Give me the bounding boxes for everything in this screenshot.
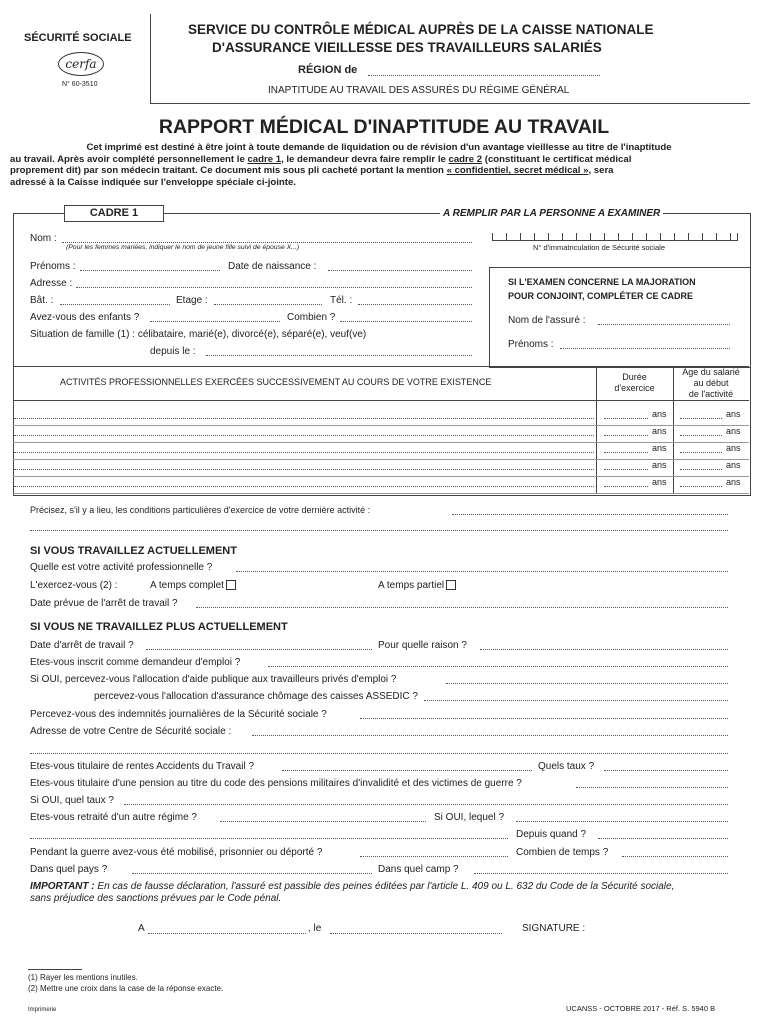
- nom-note: (Pour les femmes mariées, indiquer le nom de jeune fille suivi de épouse X...): [66, 244, 300, 251]
- age-unit: ans: [726, 443, 741, 453]
- pension-label: Etes-vous titulaire d'une pension au titre du code des pensions militaires d'invalidité et des victimes de guerre ?: [30, 778, 522, 789]
- nom-assure-field[interactable]: [598, 324, 730, 325]
- rentes-label: Etes-vous titulaire de rentes Accidents du Travail ?: [30, 761, 255, 772]
- service-line1: SERVICE DU CONTRÔLE MÉDICAL AUPRÈS DE LA CAISSE NATIONALE: [188, 22, 654, 37]
- nom-field[interactable]: [62, 242, 472, 243]
- assedic-label: percevez-vous l'allocation d'assurance chômage des caisses ASSEDIC ?: [94, 691, 418, 702]
- arret-prevu-field[interactable]: [196, 607, 728, 608]
- age-unit: ans: [726, 426, 741, 436]
- footnote-1: (1) Rayer les mentions inutiles.: [28, 973, 138, 982]
- prenoms-label: Prénoms :: [30, 261, 76, 272]
- activity-field[interactable]: [14, 469, 594, 470]
- activities-header-rule: [13, 400, 749, 401]
- depuis-field[interactable]: [206, 355, 472, 356]
- prenoms-assure-field[interactable]: [560, 348, 730, 349]
- org-name: SÉCURITÉ SOCIALE: [24, 32, 132, 44]
- quel-taux-label: Si OUI, quel taux ?: [30, 795, 114, 806]
- aide-label: Si OUI, percevez-vous l'allocation d'aide publique aux travailleurs privés d'emploi ?: [30, 674, 397, 685]
- nom-label: Nom :: [30, 233, 57, 244]
- immatriculation-field[interactable]: [492, 230, 738, 241]
- age-unit: ans: [726, 477, 741, 487]
- combien-temps-label: Combien de temps ?: [516, 847, 609, 858]
- enfants-field[interactable]: [150, 321, 280, 322]
- age-header-l2: au début: [693, 378, 729, 388]
- tel-field[interactable]: [358, 304, 472, 305]
- camp-label: Dans quel camp ?: [378, 864, 459, 875]
- naissance-label: Date de naissance :: [228, 261, 317, 272]
- nom-assure-label: Nom de l'assuré :: [508, 315, 586, 326]
- enfants-label: Avez-vous des enfants ?: [30, 312, 140, 323]
- duree-header-l1: Durée: [622, 372, 647, 382]
- quels-taux-label: Quels taux ?: [538, 761, 595, 772]
- age-unit: ans: [726, 409, 741, 419]
- immatriculation-label: N° d'immatriculation de Sécurité sociale: [533, 243, 665, 252]
- guerre-field[interactable]: [360, 856, 508, 857]
- aide-field[interactable]: [446, 683, 728, 684]
- age-header-l3: de l'activité: [688, 389, 734, 399]
- majoration-line2: POUR CONJOINT, COMPLÉTER CE CADRE: [508, 291, 694, 301]
- situation-label: Situation de famille (1) : célibataire, marié(e), divorcé(e), séparé(e), veuf(ve): [30, 329, 367, 340]
- header-subtitle: INAPTITUDE AU TRAVAIL DES ASSURÉS DU RÉGIME GÉNÉRAL: [268, 85, 570, 96]
- working-heading: SI VOUS TRAVAILLEZ ACTUELLEMENT: [30, 545, 237, 557]
- tel-label: Tél. :: [330, 295, 353, 306]
- service-line2: D'ASSURANCE VIEILLESSE DES TRAVAILLEURS SALARIÉS: [212, 40, 602, 55]
- signature-date-field[interactable]: [330, 933, 502, 934]
- page-title: RAPPORT MÉDICAL D'INAPTITUDE AU TRAVAIL: [158, 116, 610, 138]
- lequel-field-2[interactable]: [30, 838, 508, 839]
- indemnites-label: Percevez-vous des indemnités journalières de la Sécurité sociale ?: [30, 709, 327, 720]
- temps-partiel-checkbox[interactable]: [446, 580, 456, 590]
- footnote-rule: [28, 969, 82, 970]
- age-field[interactable]: [680, 435, 722, 436]
- quels-taux-field[interactable]: [604, 770, 728, 771]
- age-field[interactable]: [680, 418, 722, 419]
- majoration-line1: SI L'EXAMEN CONCERNE LA MAJORATION: [508, 277, 696, 287]
- adresse-label: Adresse :: [30, 278, 73, 289]
- duree-unit: ans: [652, 477, 667, 487]
- duree-field[interactable]: [604, 486, 648, 487]
- centre-field-2[interactable]: [30, 753, 728, 754]
- raison-field[interactable]: [480, 649, 728, 650]
- temps-complet-option[interactable]: A temps complet: [150, 580, 236, 591]
- retraite-field[interactable]: [220, 821, 426, 822]
- duree-unit: ans: [652, 409, 667, 419]
- activite-label: Quelle est votre activité professionnelle ?: [30, 562, 213, 573]
- age-field[interactable]: [680, 486, 722, 487]
- activity-field[interactable]: [14, 418, 594, 419]
- prenoms-assure-label: Prénoms :: [508, 339, 554, 350]
- signature-le-label: , le: [308, 923, 322, 934]
- prenoms-field[interactable]: [80, 270, 220, 271]
- header-divider: [150, 14, 151, 104]
- age-field[interactable]: [680, 452, 722, 453]
- pays-label: Dans quel pays ?: [30, 864, 108, 875]
- arret-prevu-label: Date prévue de l'arrêt de travail ?: [30, 598, 178, 609]
- centre-field[interactable]: [252, 735, 728, 736]
- duree-unit: ans: [652, 460, 667, 470]
- activities-header: ACTIVITÉS PROFESSIONNELLES EXERCÉES SUCCESSIVEMENT AU COURS DE VOTRE EXISTENCE: [60, 377, 492, 387]
- age-field[interactable]: [680, 469, 722, 470]
- activity-row-rule: [13, 476, 749, 477]
- footnote-2: (2) Mettre une croix dans la case de la réponse exacte.: [28, 984, 224, 993]
- activity-field[interactable]: [14, 435, 594, 436]
- precisez-field-2[interactable]: [30, 530, 728, 531]
- inscrit-label: Etes-vous inscrit comme demandeur d'emploi ?: [30, 657, 241, 668]
- combien-field[interactable]: [340, 321, 472, 322]
- activities-top-rule: [13, 366, 749, 367]
- age-header-l1: Age du salarié: [682, 367, 740, 377]
- signature-label: SIGNATURE :: [522, 923, 586, 934]
- combien-temps-field[interactable]: [622, 856, 728, 857]
- camp-field[interactable]: [474, 873, 728, 874]
- centre-label: Adresse de votre Centre de Sécurité sociale :: [30, 726, 232, 737]
- depuis-quand-label: Depuis quand ?: [516, 829, 587, 840]
- assedic-field[interactable]: [424, 700, 728, 701]
- lequel-label: Si OUI, lequel ?: [434, 812, 505, 823]
- etage-field[interactable]: [214, 304, 322, 305]
- important-line2: sans préjudice des sanctions prévues par le Code pénal.: [30, 893, 282, 904]
- quel-taux-field[interactable]: [124, 804, 728, 805]
- adresse-field[interactable]: [76, 287, 472, 288]
- depuis-quand-field[interactable]: [598, 838, 728, 839]
- important-line1: IMPORTANT : En cas de fausse déclaration, l'assuré est passible des peines éditées par l'article L. 409 ou L. 632 du Code de la Sécurité sociale,: [30, 881, 675, 892]
- guerre-label: Pendant la guerre avez-vous été mobilisé, prisonnier ou déporté ?: [30, 847, 323, 858]
- printer-mark: Imprimerie: [28, 1007, 57, 1013]
- region-label: RÉGION de: [298, 64, 358, 76]
- combien-label: Combien ?: [287, 312, 336, 323]
- temps-complet-checkbox[interactable]: [226, 580, 236, 590]
- header-rule: [150, 103, 750, 104]
- date-arret-label: Date d'arrêt de travail ?: [30, 640, 134, 651]
- precisez-field[interactable]: [452, 514, 728, 515]
- pension-field[interactable]: [576, 787, 728, 788]
- activity-row-rule: [13, 442, 749, 443]
- activity-row-rule: [13, 459, 749, 460]
- duree-header-l2: d'exercice: [614, 383, 655, 393]
- duree-field[interactable]: [604, 452, 648, 453]
- naissance-field[interactable]: [328, 270, 472, 271]
- activite-field[interactable]: [236, 571, 728, 572]
- age-unit: ans: [726, 460, 741, 470]
- signature-place-field[interactable]: [148, 933, 306, 934]
- cadre1-label: CADRE 1: [64, 205, 164, 222]
- lequel-field[interactable]: [516, 821, 728, 822]
- duree-unit: ans: [652, 443, 667, 453]
- bat-field[interactable]: [60, 304, 170, 305]
- exercez-label: L'exercez-vous (2) :: [30, 580, 118, 591]
- activity-field[interactable]: [14, 452, 594, 453]
- duree-unit: ans: [652, 426, 667, 436]
- etage-label: Etage :: [176, 295, 208, 306]
- footer-reference: UCANSS - OCTOBRE 2017 - Réf. S. 5940 B: [566, 1004, 716, 1013]
- duree-field[interactable]: [604, 418, 648, 419]
- not-working-heading: SI VOUS NE TRAVAILLEZ PLUS ACTUELLEMENT: [30, 621, 288, 633]
- depuis-label: depuis le :: [150, 346, 196, 357]
- cadre1-instruction: A REMPLIR PAR LA PERSONNE A EXAMINER: [440, 208, 663, 219]
- retraite-label: Etes-vous retraité d'un autre régime ?: [30, 812, 197, 823]
- indemnites-field[interactable]: [360, 718, 728, 719]
- intro-text: Cet imprimé est destiné à être joint à toute demande de liquidation ou de révision d'un avantage vieillesse au titre de l'inaptitude au travail. Après avoir complété personnellement le cadre 1, le demandeur devra faire remplir le cadre 2 (constituant le certificat médical proprement dit) par son médecin traitant. Ce document mis sous pli cacheté portant la mention « confidentiel, secret médical », sera adressé à la Caisse indiquée sur l'enveloppe spéciale ci-jointe.: [10, 142, 748, 188]
- raison-label: Pour quelle raison ?: [378, 640, 467, 651]
- cerfa-number: N° 60-3510: [62, 81, 98, 88]
- temps-partiel-option[interactable]: A temps partiel: [378, 580, 456, 591]
- activity-row-rule: [13, 493, 749, 494]
- intro-line1: Cet imprimé est destiné à être joint à toute demande de liquidation ou de révision d'un avantage vieillesse au titre de l'inaptitude: [86, 142, 672, 153]
- cerfa-logo: cerfa: [58, 52, 104, 76]
- duree-field[interactable]: [604, 435, 648, 436]
- activity-row-rule: [13, 425, 749, 426]
- region-field[interactable]: [368, 75, 600, 76]
- rentes-field[interactable]: [282, 770, 532, 771]
- signature-a-label: A: [138, 923, 145, 934]
- duree-field[interactable]: [604, 469, 648, 470]
- pays-field[interactable]: [132, 873, 372, 874]
- precisez-label: Précisez, s'il y a lieu, les conditions particulières d'exercice de votre dernière activité :: [30, 505, 371, 515]
- bat-label: Bât. :: [30, 295, 54, 306]
- inscrit-field[interactable]: [268, 666, 728, 667]
- activity-field[interactable]: [14, 486, 594, 487]
- date-arret-field[interactable]: [146, 649, 372, 650]
